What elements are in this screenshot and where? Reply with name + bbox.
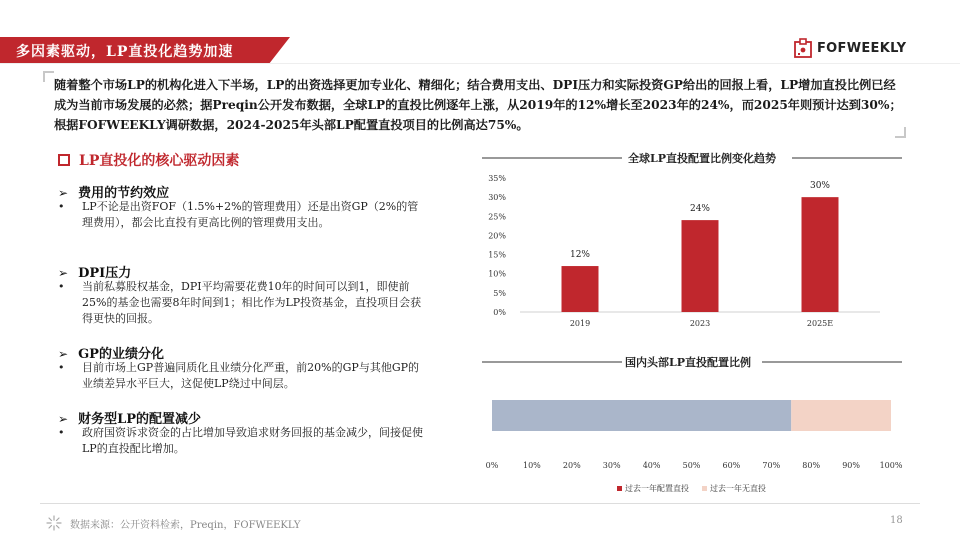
- factor-heading: ➢ DPI压力: [58, 266, 132, 281]
- brand-logo: [794, 38, 906, 58]
- footer-divider: [40, 503, 920, 504]
- x-tick-label: 50%: [682, 461, 701, 470]
- chart-title-rule: [762, 361, 902, 363]
- y-tick-label: 0%: [493, 308, 506, 317]
- y-tick-label: 35%: [488, 174, 506, 183]
- page-number: 18: [890, 515, 903, 526]
- y-tick-label: 30%: [488, 193, 506, 203]
- y-tick-label: 10%: [488, 269, 506, 279]
- data-source: [46, 515, 301, 531]
- square-bullet-icon: [58, 154, 70, 166]
- y-tick-label: 20%: [488, 231, 506, 241]
- x-tick-label: 2023: [689, 319, 711, 328]
- legend-marker: [702, 486, 707, 491]
- drivers-title: LP直投化的核心驱动因素: [79, 153, 240, 169]
- x-tick-label: 30%: [602, 461, 621, 470]
- factor-body: • 目前市场上GP普遍同质化且业绩分化严重，前20%的GP与其他GP的业绩差异水平巨大，这促使LP绕过中间层。: [58, 361, 420, 390]
- bullet-icon: •: [58, 361, 65, 374]
- chart-2-title: 国内头部LP直投配置比例: [625, 356, 752, 369]
- factor-heading: ➢ 财务型LP的配置减少: [58, 412, 201, 427]
- chart-title-rule: [792, 157, 902, 159]
- arrow-icon: ➢: [58, 186, 69, 200]
- y-tick-label: 5%: [493, 288, 506, 298]
- fofweekly-logo-icon: [794, 38, 812, 58]
- bracket-bottom-right: [895, 127, 906, 138]
- page-title: 多因素驱动，LP直投化趋势加速: [16, 44, 234, 60]
- drivers-section-title: [58, 150, 239, 170]
- bullet-icon: •: [58, 280, 65, 293]
- x-tick-label: 2019: [569, 319, 591, 328]
- bar: [802, 197, 839, 312]
- factor-heading: ➢ 费用的节约效应: [58, 186, 170, 201]
- legend-label: 过去一年无直投: [710, 484, 766, 493]
- legend-marker: [617, 486, 622, 491]
- x-tick-label: 2025E: [806, 319, 834, 328]
- logo-text: FOFWEEKLY: [817, 40, 907, 56]
- global-lp-bar-chart: [480, 168, 900, 338]
- arrow-icon: ➢: [58, 347, 69, 361]
- factor-heading: ➢ GP的业绩分化: [58, 347, 164, 362]
- x-tick-label: 10%: [523, 461, 541, 470]
- bar-data-label: 24%: [689, 204, 711, 215]
- intro-paragraph: 随着整个市场LP的机构化进入下半场，LP的出资选择更加专业化、精细化；结合费用支出、DPI压力和实际投资GP给出的回报上看，LP增加直投比例已经成为当前市场发展的必然；据Preqin公开发布数据，全球LP的直投比例逐年上涨，从2019年的12%增长至2023年的24%，而2025年则预计达到30%；根据FOFWEEKLY调研数据，2024-2025年头部LP配置直投项目的比例高达75%。: [54, 78, 902, 132]
- factor-body: • 当前私募股权基金，DPI平均需要花费10年的时间可以到1，即使前25%的基金也需要8年时间到1；相比作为LP投资基金，直投项目会获得更快的回报。: [58, 280, 422, 325]
- arrow-icon: ➢: [58, 412, 69, 426]
- bracket-top-left: [43, 71, 54, 82]
- x-tick-label: 60%: [722, 461, 741, 470]
- y-tick-label: 15%: [488, 250, 506, 260]
- stacked-bar-segment: [791, 400, 891, 431]
- x-tick-label: 0%: [485, 461, 499, 470]
- chart-title-rule: [482, 361, 622, 363]
- legend-label: 过去一年配置直投: [625, 484, 689, 493]
- source-text: 数据来源：公开资料检索，Preqin，FOFWEEKLY: [70, 519, 301, 531]
- x-tick-label: 20%: [562, 461, 581, 470]
- factor-body: • LP不论是出资FOF（1.5%+2%的管理费用）还是出资GP（2%的管理费用），都会比直投有更高比例的管理费用支出。: [58, 200, 419, 229]
- x-tick-label: 70%: [762, 461, 781, 470]
- arrow-icon: ➢: [58, 266, 69, 280]
- domestic-lp-stacked-bar-chart: [470, 390, 910, 500]
- bar-data-label: 12%: [569, 250, 591, 261]
- bar: [682, 220, 719, 312]
- sparkle-icon: [46, 515, 62, 531]
- x-tick-label: 80%: [802, 461, 821, 470]
- bar: [562, 266, 599, 312]
- y-tick-label: 25%: [488, 212, 506, 222]
- x-tick-label: 90%: [842, 461, 860, 470]
- bar-data-label: 30%: [809, 181, 831, 192]
- bullet-icon: •: [58, 200, 65, 213]
- x-tick-label: 40%: [642, 461, 661, 470]
- factor-body: • 政府国资诉求资金的占比增加导致追求财务回报的基金减少，间接促使LP的直投配比增加。: [58, 426, 423, 455]
- chart-title-rule: [482, 157, 622, 159]
- bullet-icon: •: [58, 426, 65, 439]
- header-divider: [0, 63, 960, 64]
- x-tick-label: 100%: [879, 461, 903, 470]
- stacked-bar-segment: [492, 400, 791, 431]
- chart-1-title: 全球LP直投配置比例变化趋势: [628, 152, 777, 165]
